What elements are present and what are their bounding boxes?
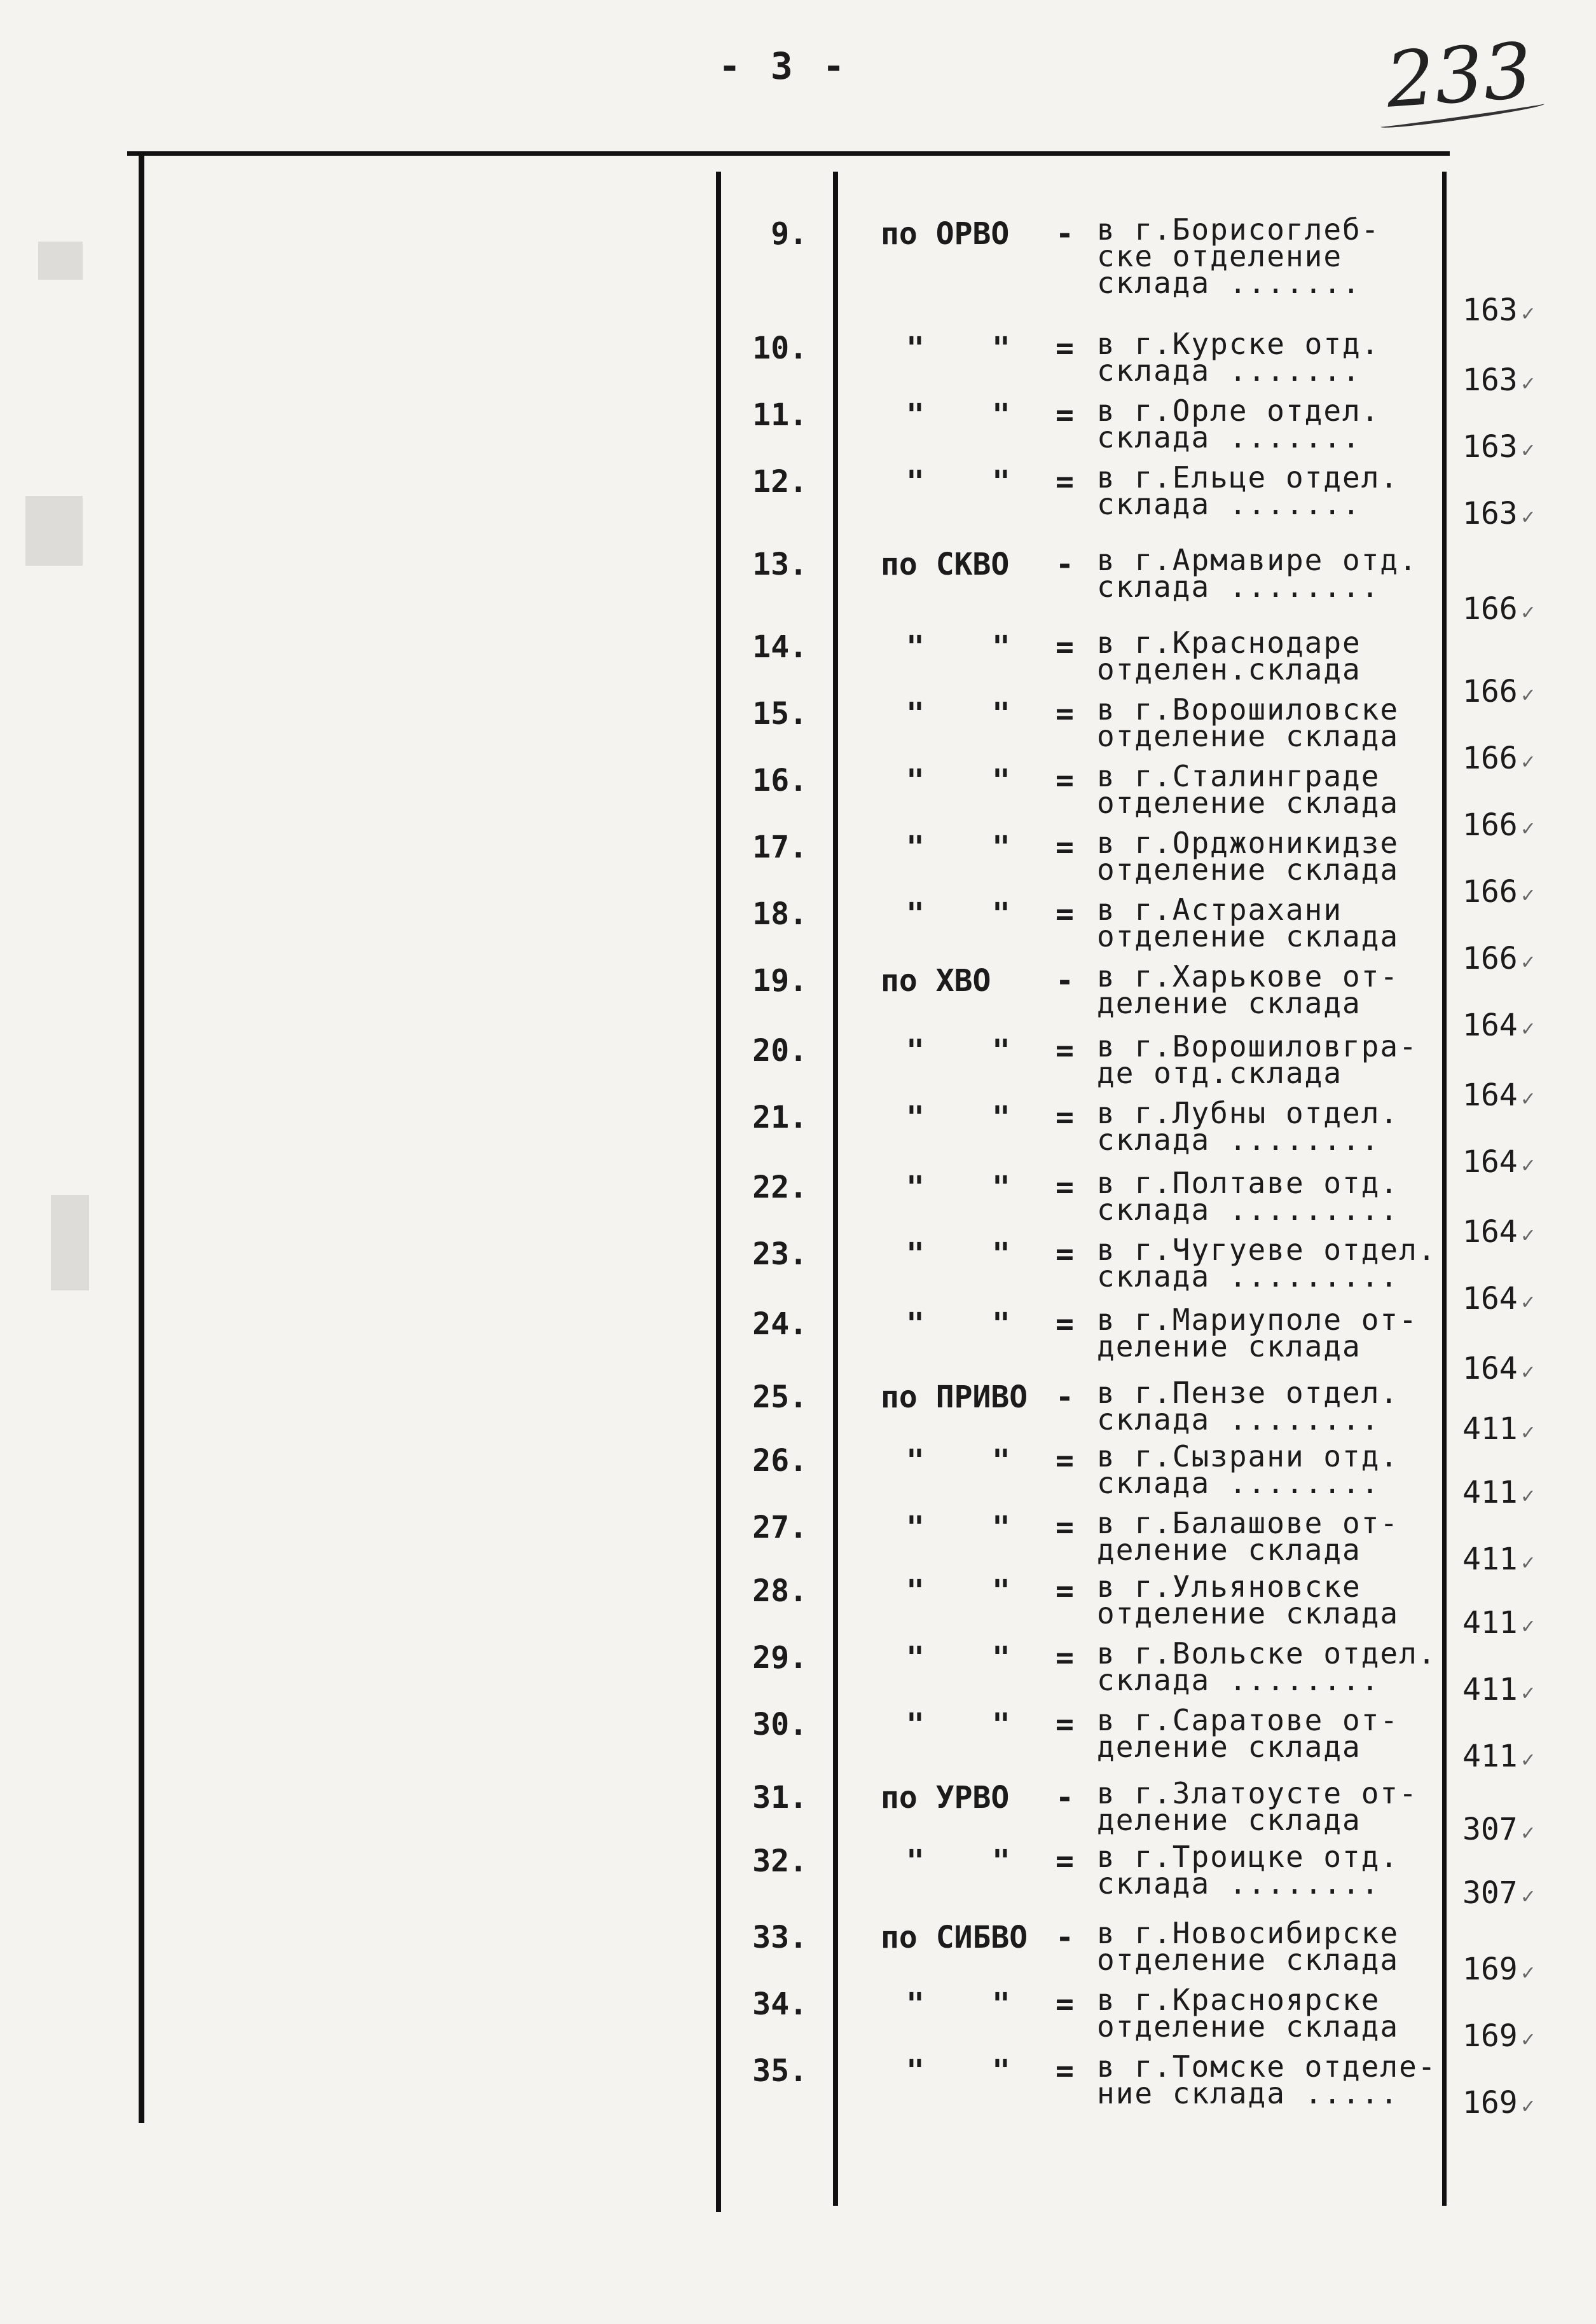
unit-number	[1462, 741, 1534, 776]
row-number: 29.	[752, 1640, 808, 1676]
warehouse-branch-description: в г.Лубны отдел. склада ........	[1097, 1096, 1400, 1157]
unit-number-value: 166	[1462, 591, 1518, 627]
checkmark-icon: ✓	[1521, 1747, 1535, 1772]
row-number: 24.	[752, 1306, 808, 1342]
unit-number-value: 164	[1462, 1144, 1518, 1180]
row-number: 23.	[752, 1236, 808, 1272]
unit-number-value: 163	[1462, 429, 1518, 465]
unit-number	[1462, 874, 1534, 910]
separator-dash: =	[1056, 763, 1074, 798]
separator-dash: -	[1056, 1780, 1074, 1815]
unit-number	[1462, 1951, 1534, 1987]
warehouse-branch-description: в г.Астрахани отделение склада	[1097, 892, 1400, 954]
row-number: 28.	[752, 1573, 808, 1609]
ditto-mark: "	[906, 1236, 925, 1272]
checkmark-icon: ✓	[1521, 2093, 1535, 2119]
warehouse-branch-description: в г.Сталинграде отделение склада	[1097, 759, 1400, 820]
ditto-mark: "	[992, 1843, 1010, 1879]
ditto-mark: "	[992, 896, 1010, 932]
ditto-mark: "	[992, 763, 1010, 798]
warehouse-branch-description: в г.Борисоглеб- ске отделение склада .......	[1097, 212, 1380, 300]
row-number: 13.	[752, 547, 808, 582]
separator-dash: =	[1056, 1170, 1074, 1205]
separator-dash: -	[1056, 1379, 1074, 1415]
ditto-mark: "	[906, 629, 925, 665]
unit-number-value: 164	[1462, 1214, 1518, 1250]
unit-number	[1462, 429, 1534, 465]
unit-number-value: 163	[1462, 292, 1518, 328]
row-number: 27.	[752, 1510, 808, 1545]
checkmark-icon: ✓	[1521, 1613, 1535, 1639]
checkmark-icon: ✓	[1521, 1016, 1535, 1041]
warehouse-branch-description: в г.Златоусте от- деление склада	[1097, 1776, 1418, 1837]
checkmark-icon: ✓	[1521, 1680, 1535, 1705]
unit-number-value: 411	[1462, 1605, 1518, 1641]
ditto-mark: "	[906, 1170, 925, 1205]
ditto-mark: "	[992, 464, 1010, 500]
military-district: по ОРВО	[881, 216, 1010, 252]
row-number: 22.	[752, 1170, 808, 1205]
separator-dash: =	[1056, 2053, 1074, 2089]
warehouse-branch-description: в г.Балашове от- деление склада	[1097, 1506, 1400, 1567]
row-number: 19.	[752, 963, 808, 999]
separator-dash: -	[1056, 1920, 1074, 1955]
checkmark-icon: ✓	[1521, 1820, 1535, 1845]
checkmark-icon: ✓	[1521, 1359, 1535, 1384]
warehouse-branch-description: в г.Курске отд. склада .......	[1097, 327, 1380, 388]
checkmark-icon: ✓	[1521, 1960, 1535, 1985]
unit-number-value: 164	[1462, 1008, 1518, 1043]
checkmark-icon: ✓	[1521, 1086, 1535, 1111]
unit-number	[1462, 1008, 1534, 1043]
ditto-mark: "	[906, 1843, 925, 1879]
unit-number	[1462, 1739, 1534, 1774]
ditto-mark: "	[992, 331, 1010, 366]
warehouse-branch-description: в г.Полтаве отд. склада .........	[1097, 1166, 1400, 1227]
unit-number	[1462, 591, 1534, 627]
unit-number	[1462, 674, 1534, 709]
row-number: 18.	[752, 896, 808, 932]
unit-number	[1462, 1214, 1534, 1250]
ditto-mark: "	[906, 896, 925, 932]
separator-dash: =	[1056, 830, 1074, 865]
warehouse-branch-description: в г.Ульяновске отделение склада	[1097, 1569, 1400, 1630]
ditto-mark: "	[906, 2053, 925, 2089]
unit-number-value: 411	[1462, 1672, 1518, 1707]
ditto-mark: "	[906, 1306, 925, 1342]
unit-number-value: 169	[1462, 1951, 1518, 1987]
separator-dash: =	[1056, 1640, 1074, 1676]
row-number: 33.	[752, 1920, 808, 1955]
separator-dash: =	[1056, 397, 1074, 433]
separator-dash: =	[1056, 696, 1074, 732]
row-number: 30.	[752, 1707, 808, 1742]
unit-number	[1462, 362, 1534, 398]
unit-number	[1462, 1875, 1534, 1911]
ditto-mark: "	[992, 696, 1010, 732]
row-number: 25.	[752, 1379, 808, 1415]
ditto-mark: "	[992, 1573, 1010, 1609]
unit-number-value: 163	[1462, 362, 1518, 398]
ditto-mark: "	[992, 1510, 1010, 1545]
warehouse-branch-description: в г.Чугуеве отдел. склада .........	[1097, 1233, 1437, 1294]
warehouse-branch-description: в г.Ельце отдел. склада .......	[1097, 460, 1400, 521]
row-number: 12.	[752, 464, 808, 500]
unit-number-value: 163	[1462, 496, 1518, 531]
ditto-mark: "	[906, 464, 925, 500]
row-number: 26.	[752, 1443, 808, 1479]
ditto-mark: "	[906, 696, 925, 732]
military-district: по ПРИВО	[881, 1379, 1028, 1415]
row-number: 31.	[752, 1780, 808, 1815]
row-number: 11.	[752, 397, 808, 433]
separator-dash: =	[1056, 1707, 1074, 1742]
unit-number	[1462, 1541, 1534, 1577]
checkmark-icon: ✓	[1521, 949, 1535, 974]
checkmark-icon: ✓	[1521, 504, 1535, 530]
separator-dash: -	[1056, 963, 1074, 999]
ditto-mark: "	[906, 397, 925, 433]
ditto-mark: "	[992, 2053, 1010, 2089]
ditto-mark: "	[906, 1100, 925, 1135]
warehouse-branch-description: в г.Ворошиловске отделение склада	[1097, 692, 1400, 753]
row-number: 17.	[752, 830, 808, 865]
checkmark-icon: ✓	[1521, 2027, 1535, 2052]
row-number: 16.	[752, 763, 808, 798]
warehouse-branch-description: в г.Пензе отдел. склада ........	[1097, 1376, 1400, 1437]
ditto-mark: "	[906, 1510, 925, 1545]
unit-number	[1462, 807, 1534, 843]
unit-number	[1462, 1475, 1534, 1510]
unit-number	[1462, 1077, 1534, 1113]
ditto-mark: "	[992, 830, 1010, 865]
unit-number	[1462, 496, 1534, 531]
unit-number-value: 166	[1462, 941, 1518, 976]
unit-number-value: 411	[1462, 1541, 1518, 1577]
unit-number	[1462, 1411, 1534, 1447]
separator-dash: =	[1056, 331, 1074, 366]
warehouse-branch-description: в г.Орле отдел. склада .......	[1097, 393, 1380, 455]
separator-dash: =	[1056, 1306, 1074, 1342]
checkmark-icon: ✓	[1521, 882, 1535, 908]
unit-number-value: 166	[1462, 674, 1518, 709]
checkmark-icon: ✓	[1521, 1152, 1535, 1178]
unit-number-value: 169	[1462, 2018, 1518, 2054]
military-district: по ХВО	[881, 963, 991, 999]
unit-number-value: 166	[1462, 741, 1518, 776]
unit-number-value: 411	[1462, 1739, 1518, 1774]
warehouse-branch-description: в г.Вольске отдел. склада ........	[1097, 1636, 1437, 1697]
ditto-mark: "	[992, 1236, 1010, 1272]
unit-number	[1462, 1351, 1534, 1386]
ditto-mark: "	[906, 1707, 925, 1742]
checkmark-icon: ✓	[1521, 1419, 1535, 1445]
ditto-mark: "	[906, 331, 925, 366]
unit-number-value: 166	[1462, 807, 1518, 843]
unit-number	[1462, 292, 1534, 328]
unit-number	[1462, 1812, 1534, 1847]
separator-dash: -	[1056, 216, 1074, 252]
ditto-mark: "	[992, 1033, 1010, 1069]
checkmark-icon: ✓	[1521, 1483, 1535, 1508]
unit-number-value: 164	[1462, 1077, 1518, 1113]
unit-number	[1462, 2018, 1534, 2054]
archive-folio-number: 233	[1383, 27, 1535, 125]
warehouse-branch-description: в г.Новосибирске отделение склада	[1097, 1916, 1400, 1977]
warehouse-branch-description: в г.Красноярске отделение склада	[1097, 1983, 1400, 2044]
unit-number-value: 411	[1462, 1411, 1518, 1447]
separator-dash: =	[1056, 896, 1074, 932]
row-number: 10.	[752, 331, 808, 366]
checkmark-icon: ✓	[1521, 437, 1535, 463]
separator-dash: -	[1056, 547, 1074, 582]
page-number: - 3 -	[719, 44, 849, 88]
ditto-mark: "	[906, 763, 925, 798]
row-number: 35.	[752, 2053, 808, 2089]
checkmark-icon: ✓	[1521, 599, 1535, 625]
separator-dash: =	[1056, 629, 1074, 665]
unit-number	[1462, 1672, 1534, 1707]
unit-number	[1462, 1281, 1534, 1316]
row-number: 20.	[752, 1033, 808, 1069]
checkmark-icon: ✓	[1521, 682, 1535, 707]
ditto-mark: "	[906, 830, 925, 865]
separator-dash: =	[1056, 1573, 1074, 1609]
row-number: 9.	[771, 216, 808, 252]
separator-dash: =	[1056, 1100, 1074, 1135]
unit-number-value: 166	[1462, 874, 1518, 910]
separator-dash: =	[1056, 1986, 1074, 2022]
ditto-mark: "	[992, 1640, 1010, 1676]
checkmark-icon: ✓	[1521, 1222, 1535, 1248]
ditto-mark: "	[906, 1986, 925, 2022]
warehouse-branch-description: в г.Харькове от- деление склада	[1097, 959, 1400, 1020]
separator-dash: =	[1056, 1033, 1074, 1069]
warehouse-branch-description: в г.Саратове от- деление склада	[1097, 1703, 1400, 1764]
row-number: 14.	[752, 629, 808, 665]
military-district: по УРВО	[881, 1780, 1010, 1815]
unit-number-value: 164	[1462, 1281, 1518, 1316]
ditto-mark: "	[992, 1443, 1010, 1479]
checkmark-icon: ✓	[1521, 1550, 1535, 1575]
warehouse-branch-description: в г.Ворошиловгра- де отд.склада	[1097, 1029, 1418, 1090]
checkmark-icon: ✓	[1521, 1289, 1535, 1315]
checkmark-icon: ✓	[1521, 371, 1535, 396]
military-district: по СИБВО	[881, 1920, 1028, 1955]
ditto-mark: "	[992, 1707, 1010, 1742]
military-district: по СКВО	[881, 547, 1010, 582]
checkmark-icon: ✓	[1521, 1883, 1535, 1909]
checkmark-icon: ✓	[1521, 816, 1535, 841]
warehouse-branch-description: в г.Мариуполе от- деление склада	[1097, 1302, 1418, 1364]
ditto-mark: "	[906, 1033, 925, 1069]
unit-number	[1462, 1605, 1534, 1641]
ditto-mark: "	[906, 1443, 925, 1479]
checkmark-icon: ✓	[1521, 301, 1535, 326]
ditto-mark: "	[992, 397, 1010, 433]
separator-dash: =	[1056, 1843, 1074, 1879]
ditto-mark: "	[992, 1100, 1010, 1135]
row-number: 21.	[752, 1100, 808, 1135]
warehouse-branch-description: в г.Краснодаре отделен.склада	[1097, 625, 1361, 687]
separator-dash: =	[1056, 1236, 1074, 1272]
row-number: 34.	[752, 1986, 808, 2022]
unit-number	[1462, 2085, 1534, 2121]
separator-dash: =	[1056, 464, 1074, 500]
row-number: 15.	[752, 696, 808, 732]
row-number: 32.	[752, 1843, 808, 1879]
unit-number-value: 307	[1462, 1875, 1518, 1911]
ditto-mark: "	[992, 1986, 1010, 2022]
unit-number-value: 164	[1462, 1351, 1518, 1386]
unit-number-value: 307	[1462, 1812, 1518, 1847]
ditto-mark: "	[906, 1573, 925, 1609]
checkmark-icon: ✓	[1521, 749, 1535, 774]
ditto-mark: "	[992, 629, 1010, 665]
unit-number-value: 411	[1462, 1475, 1518, 1510]
unit-number	[1462, 1144, 1534, 1180]
unit-number-value: 169	[1462, 2085, 1518, 2121]
ditto-mark: "	[906, 1640, 925, 1676]
separator-dash: =	[1056, 1443, 1074, 1479]
warehouse-branch-description: в г.Сызрани отд. склада ........	[1097, 1439, 1400, 1500]
warehouse-branch-description: в г.Армавире отд. склада ........	[1097, 543, 1418, 604]
ditto-mark: "	[992, 1306, 1010, 1342]
ditto-mark: "	[992, 1170, 1010, 1205]
unit-number	[1462, 941, 1534, 976]
warehouse-branch-description: в г.Троицке отд. склада ........	[1097, 1840, 1400, 1901]
warehouse-branch-description: в г.Томске отделе- ние склада .....	[1097, 2049, 1437, 2110]
warehouse-branch-description: в г.Орджоникидзе отделение склада	[1097, 826, 1400, 887]
separator-dash: =	[1056, 1510, 1074, 1545]
